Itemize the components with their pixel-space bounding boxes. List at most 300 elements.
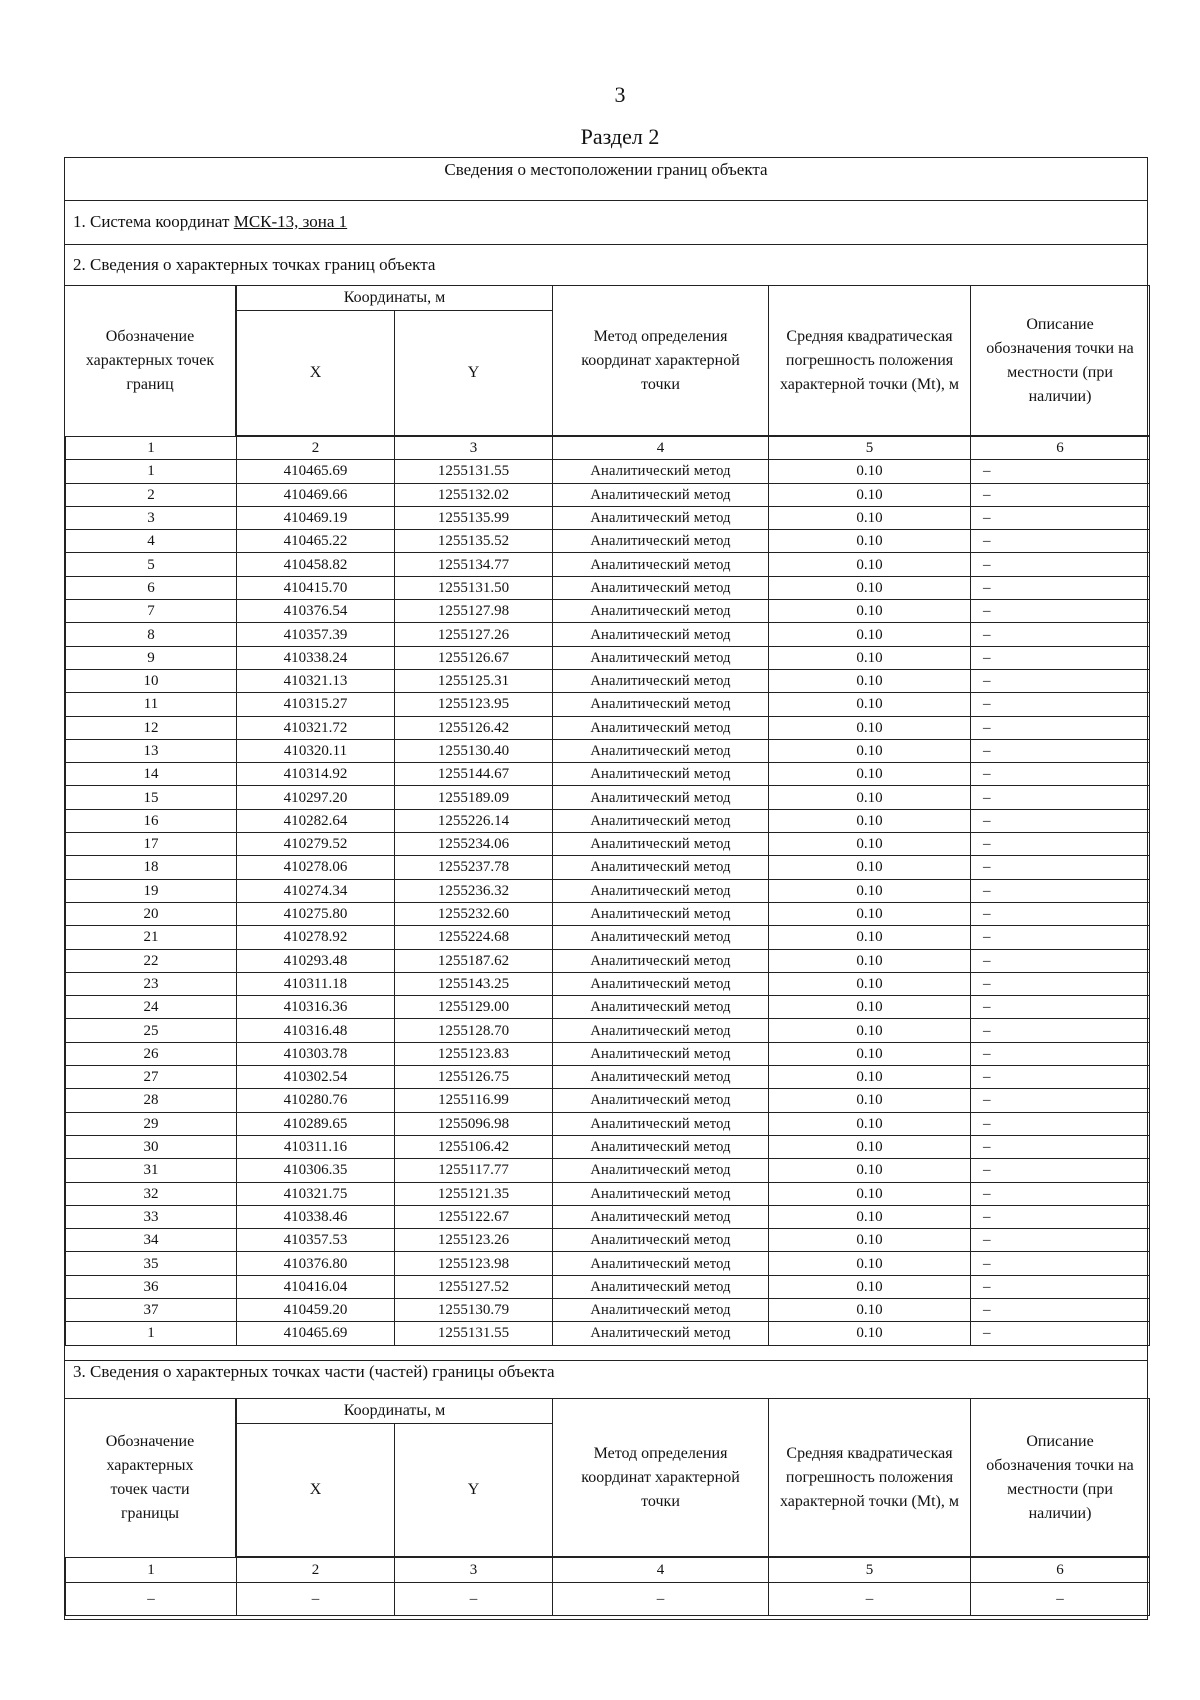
table-cell: 1255125.31 (395, 669, 553, 692)
table-cell: 6 (971, 437, 1150, 460)
table-cell: 19 (66, 879, 237, 902)
table-cell: – (971, 1019, 1150, 1042)
table-cell: – (971, 506, 1150, 529)
table-row (66, 1135, 1150, 1158)
section3-header-table (236, 1398, 1150, 1557)
section3-header-desc: Описание обозначения точки на местности (при наличии) (971, 1399, 1150, 1557)
table-cell: 410306.35 (237, 1159, 395, 1182)
section3-title: 3. Сведения о характерных точках части (частей) границы объекта (73, 1362, 555, 1381)
section2-points-table (65, 436, 1150, 1346)
table-cell: 13 (66, 739, 237, 762)
table-cell: Аналитический метод (553, 902, 769, 925)
table-cell: Аналитический метод (553, 1205, 769, 1228)
table-cell: 0.10 (769, 1182, 971, 1205)
table-cell: 1255123.98 (395, 1252, 553, 1275)
table-cell: – (971, 902, 1150, 925)
table-cell: 1255131.55 (395, 1322, 553, 1345)
table-cell: 0.10 (769, 902, 971, 925)
table-cell: 410278.06 (237, 856, 395, 879)
table-cell: Аналитический метод (553, 669, 769, 692)
table-cell: 410311.18 (237, 972, 395, 995)
table-cell: 1255130.40 (395, 739, 553, 762)
table-cell: 23 (66, 972, 237, 995)
table-cell: 410465.69 (237, 460, 395, 483)
table-row (66, 809, 1150, 832)
section3-col-numbers (66, 1558, 1150, 1583)
table-cell: 0.10 (769, 1019, 971, 1042)
table-row (66, 972, 1150, 995)
table-cell: 0.10 (769, 530, 971, 553)
table-row (66, 1019, 1150, 1042)
table-cell: Аналитический метод (553, 553, 769, 576)
table-cell: Аналитический метод (553, 1042, 769, 1065)
table-cell: 0.10 (769, 623, 971, 646)
coord-system-label: 1. Система координат (73, 212, 234, 231)
table-row (66, 786, 1150, 809)
table-row (66, 460, 1150, 483)
table-cell: 11 (66, 693, 237, 716)
table-cell: 1255131.55 (395, 460, 553, 483)
table-cell: – (971, 1583, 1150, 1616)
table-cell: 0.10 (769, 716, 971, 739)
table-cell: 10 (66, 669, 237, 692)
table-cell: Аналитический метод (553, 530, 769, 553)
table-cell: Аналитический метод (553, 483, 769, 506)
table-row (66, 996, 1150, 1019)
table-row (66, 646, 1150, 669)
table-cell: 0.10 (769, 996, 971, 1019)
table-cell: Аналитический метод (553, 460, 769, 483)
table-cell: 1255226.14 (395, 809, 553, 832)
table-cell: – (971, 879, 1150, 902)
table-cell: 36 (66, 1275, 237, 1298)
section2-col-numbers (66, 437, 1150, 460)
table-cell: 1255143.25 (395, 972, 553, 995)
table-cell: 410415.70 (237, 576, 395, 599)
table-cell: – (971, 1159, 1150, 1182)
table-cell: 5 (769, 437, 971, 460)
table-cell: 20 (66, 902, 237, 925)
table-cell: 1255126.42 (395, 716, 553, 739)
table-cell: 2 (66, 483, 237, 506)
table-row (66, 739, 1150, 762)
table-cell: 1255135.99 (395, 506, 553, 529)
table-cell: 410297.20 (237, 786, 395, 809)
table-cell: 25 (66, 1019, 237, 1042)
section3-header-point-text: Обозначение характерных точек части границы (105, 1433, 195, 1522)
table-row (66, 716, 1150, 739)
table-cell: 17 (66, 833, 237, 856)
table-row (66, 1205, 1150, 1228)
table-cell: 4 (553, 437, 769, 460)
table-cell: 1255234.06 (395, 833, 553, 856)
table-cell: 0.10 (769, 483, 971, 506)
table-cell: – (971, 926, 1150, 949)
table-cell: – (971, 1112, 1150, 1135)
table-cell: 34 (66, 1229, 237, 1252)
table-cell: 1 (66, 460, 237, 483)
table-cell: 15 (66, 786, 237, 809)
table-cell: – (971, 1135, 1150, 1158)
table-row (66, 902, 1150, 925)
table-cell: 4 (553, 1558, 769, 1583)
table-cell: 410376.80 (237, 1252, 395, 1275)
table-row (66, 926, 1150, 949)
table-cell: 0.10 (769, 1298, 971, 1321)
table-cell: 410279.52 (237, 833, 395, 856)
section2-header-point (65, 285, 236, 436)
table-cell: – (971, 553, 1150, 576)
table-cell: 1255237.78 (395, 856, 553, 879)
table-cell: Аналитический метод (553, 716, 769, 739)
table-cell: 0.10 (769, 926, 971, 949)
table-cell: 0.10 (769, 972, 971, 995)
table-row (66, 1159, 1150, 1182)
table-cell: 1255232.60 (395, 902, 553, 925)
table-cell: 1255127.26 (395, 623, 553, 646)
table-cell: 0.10 (769, 949, 971, 972)
table-cell: 410338.24 (237, 646, 395, 669)
table-cell: Аналитический метод (553, 1275, 769, 1298)
table-cell: 410469.66 (237, 483, 395, 506)
table-cell: Аналитический метод (553, 1112, 769, 1135)
table-cell: – (769, 1583, 971, 1616)
table-cell: 0.10 (769, 856, 971, 879)
table-row (66, 949, 1150, 972)
table-cell: – (971, 786, 1150, 809)
section2-title: 2. Сведения о характерных точках границ объекта (73, 255, 436, 274)
table-row (66, 1298, 1150, 1321)
table-cell: 410465.22 (237, 530, 395, 553)
table-cell: 410303.78 (237, 1042, 395, 1065)
table-cell: – (971, 669, 1150, 692)
table-cell: – (971, 809, 1150, 832)
table-cell: 1255128.70 (395, 1019, 553, 1042)
table-row (66, 1089, 1150, 1112)
table-cell: 0.10 (769, 1066, 971, 1089)
table-cell: – (971, 739, 1150, 762)
table-cell: 1255189.09 (395, 786, 553, 809)
table-cell: Аналитический метод (553, 1066, 769, 1089)
table-cell: – (971, 763, 1150, 786)
table-cell: 0.10 (769, 693, 971, 716)
table-row (66, 1042, 1150, 1065)
table-cell: Аналитический метод (553, 972, 769, 995)
table-cell: 26 (66, 1042, 237, 1065)
table-cell: – (971, 833, 1150, 856)
table-cell: – (971, 646, 1150, 669)
table-cell: 1255116.99 (395, 1089, 553, 1112)
table-cell: 1255236.32 (395, 879, 553, 902)
table-row (66, 693, 1150, 716)
table-cell: 0.10 (769, 1275, 971, 1298)
table-cell: – (971, 693, 1150, 716)
table-cell: 410357.53 (237, 1229, 395, 1252)
table-row (66, 1252, 1150, 1275)
table-cell: 1255106.42 (395, 1135, 553, 1158)
table-cell: 0.10 (769, 1229, 971, 1252)
section3-header-y: Y (395, 1424, 553, 1557)
table-cell: 410278.92 (237, 926, 395, 949)
table-cell: – (237, 1583, 395, 1616)
section-title: Раздел 2 (580, 124, 660, 149)
table-cell: 1255126.67 (395, 646, 553, 669)
table-row (66, 600, 1150, 623)
table-cell: Аналитический метод (553, 506, 769, 529)
table-cell: 410316.48 (237, 1019, 395, 1042)
table-cell: – (395, 1583, 553, 1616)
table-cell: Аналитический метод (553, 996, 769, 1019)
table-cell: Аналитический метод (553, 576, 769, 599)
section3-header-point (65, 1398, 236, 1557)
table-cell: Аналитический метод (553, 1298, 769, 1321)
table-cell: Аналитический метод (553, 1182, 769, 1205)
table-cell: 5 (769, 1558, 971, 1583)
table-cell: 0.10 (769, 1205, 971, 1228)
table-cell: 8 (66, 623, 237, 646)
table-cell: 410321.13 (237, 669, 395, 692)
table-row (66, 1275, 1150, 1298)
table-row (66, 483, 1150, 506)
table-cell: Аналитический метод (553, 646, 769, 669)
table-cell: 1255132.02 (395, 483, 553, 506)
table-cell: Аналитический метод (553, 1159, 769, 1182)
table-cell: 0.10 (769, 553, 971, 576)
table-cell: 1255130.79 (395, 1298, 553, 1321)
table-cell: 33 (66, 1205, 237, 1228)
table-cell: 0.10 (769, 763, 971, 786)
table-cell: 1255224.68 (395, 926, 553, 949)
table-cell: 410314.92 (237, 763, 395, 786)
table-cell: – (971, 1042, 1150, 1065)
table-cell: 1255126.75 (395, 1066, 553, 1089)
table-cell: – (971, 949, 1150, 972)
table-cell: 28 (66, 1089, 237, 1112)
section2-header-method: Метод определения координат характерной точки (553, 286, 769, 436)
table-cell: – (971, 623, 1150, 646)
table-cell: 0.10 (769, 1322, 971, 1345)
section3-header-method: Метод определения координат характерной точки (553, 1399, 769, 1557)
table-cell: 3 (395, 437, 553, 460)
table-cell: 3 (395, 1558, 553, 1583)
heading: Сведения о местоположении границ объекта (444, 160, 768, 179)
table-cell: 4 (66, 530, 237, 553)
table-row (66, 879, 1150, 902)
table-cell: 0.10 (769, 1042, 971, 1065)
table-row (66, 530, 1150, 553)
table-cell: 2 (237, 1558, 395, 1583)
table-cell: 0.10 (769, 669, 971, 692)
section3-header-coords: Координаты, м (237, 1399, 553, 1424)
table-cell: – (971, 1089, 1150, 1112)
table-row (66, 1182, 1150, 1205)
section3-empty-row (66, 1583, 1150, 1616)
table-cell: 0.10 (769, 506, 971, 529)
table-cell: 29 (66, 1112, 237, 1135)
table-cell: 9 (66, 646, 237, 669)
table-row (66, 623, 1150, 646)
table-cell: 410321.72 (237, 716, 395, 739)
table-cell: 30 (66, 1135, 237, 1158)
table-row (66, 553, 1150, 576)
table-cell: 410320.11 (237, 739, 395, 762)
table-cell: 410293.48 (237, 949, 395, 972)
table-cell: 12 (66, 716, 237, 739)
table-cell: – (971, 483, 1150, 506)
table-cell: 1255127.52 (395, 1275, 553, 1298)
table-cell: 18 (66, 856, 237, 879)
table-cell: 2 (237, 437, 395, 460)
table-cell: 1255123.83 (395, 1042, 553, 1065)
table-cell: Аналитический метод (553, 1019, 769, 1042)
table-cell: 0.10 (769, 576, 971, 599)
table-cell: 1255144.67 (395, 763, 553, 786)
table-cell: – (971, 530, 1150, 553)
table-cell: – (971, 996, 1150, 1019)
table-row (66, 506, 1150, 529)
table-cell: 3 (66, 506, 237, 529)
table-cell: 0.10 (769, 1089, 971, 1112)
table-cell: 6 (66, 576, 237, 599)
table-cell: 1255129.00 (395, 996, 553, 1019)
table-cell: 0.10 (769, 460, 971, 483)
table-row (66, 1229, 1150, 1252)
table-cell: Аналитический метод (553, 949, 769, 972)
section3-header-x: X (237, 1424, 395, 1557)
table-cell: 0.10 (769, 646, 971, 669)
table-cell: – (971, 1252, 1150, 1275)
section2-header-table (236, 285, 1150, 436)
table-cell: – (971, 1066, 1150, 1089)
table-cell: 410376.54 (237, 600, 395, 623)
table-cell: – (971, 1229, 1150, 1252)
table-cell: 1255127.98 (395, 600, 553, 623)
table-cell: – (66, 1583, 237, 1616)
table-cell: 410280.76 (237, 1089, 395, 1112)
table-row (66, 763, 1150, 786)
table-cell: 37 (66, 1298, 237, 1321)
table-cell: 5 (66, 553, 237, 576)
table-cell: 21 (66, 926, 237, 949)
table-cell: – (971, 1275, 1150, 1298)
table-cell: 410311.16 (237, 1135, 395, 1158)
table-cell: 410275.80 (237, 902, 395, 925)
table-cell: 14 (66, 763, 237, 786)
table-cell: 1 (66, 437, 237, 460)
table-cell: 1255123.26 (395, 1229, 553, 1252)
table-cell: 410302.54 (237, 1066, 395, 1089)
table-cell: 0.10 (769, 1159, 971, 1182)
table-cell: 0.10 (769, 739, 971, 762)
table-cell: 1255096.98 (395, 1112, 553, 1135)
table-cell: – (971, 1298, 1150, 1321)
table-cell: Аналитический метод (553, 693, 769, 716)
table-cell: 410289.65 (237, 1112, 395, 1135)
table-cell: 24 (66, 996, 237, 1019)
table-row (66, 576, 1150, 599)
table-cell: – (971, 460, 1150, 483)
table-cell: 0.10 (769, 1112, 971, 1135)
table-cell: 16 (66, 809, 237, 832)
table-cell: 410282.64 (237, 809, 395, 832)
table-cell: – (971, 716, 1150, 739)
table-cell: 0.10 (769, 879, 971, 902)
table-cell: 27 (66, 1066, 237, 1089)
table-cell: Аналитический метод (553, 926, 769, 949)
table-cell: 410321.75 (237, 1182, 395, 1205)
table-cell: Аналитический метод (553, 600, 769, 623)
table-cell: 22 (66, 949, 237, 972)
table-cell: 410459.20 (237, 1298, 395, 1321)
section2-header-x: X (237, 311, 395, 436)
table-row (66, 833, 1150, 856)
table-cell: – (971, 856, 1150, 879)
table-cell: 1255117.77 (395, 1159, 553, 1182)
table-cell: 410338.46 (237, 1205, 395, 1228)
table-cell: 1255123.95 (395, 693, 553, 716)
table-cell: Аналитический метод (553, 763, 769, 786)
table-cell: 1255134.77 (395, 553, 553, 576)
table-row (66, 856, 1150, 879)
table-cell: 1255131.50 (395, 576, 553, 599)
section2-header-y: Y (395, 311, 553, 436)
table-cell: Аналитический метод (553, 1089, 769, 1112)
table-cell: – (971, 1182, 1150, 1205)
table-cell: 7 (66, 600, 237, 623)
table-cell: – (971, 576, 1150, 599)
section2-header-error: Средняя квадратическая погрешность положения характерной точки (Mt), м (769, 286, 971, 436)
document-frame (64, 157, 1148, 1620)
section2-header-point-text: Обозначение характерных точек границ (85, 327, 215, 393)
table-cell: – (971, 1205, 1150, 1228)
table-cell: 35 (66, 1252, 237, 1275)
table-cell: 0.10 (769, 809, 971, 832)
table-cell: 1255121.35 (395, 1182, 553, 1205)
section3-header-error: Средняя квадратическая погрешность положения характерной точки (Mt), м (769, 1399, 971, 1557)
table-cell: 32 (66, 1182, 237, 1205)
coord-system-value: МСК-13, зона 1 (233, 212, 348, 231)
table-cell: Аналитический метод (553, 1135, 769, 1158)
table-cell: Аналитический метод (553, 739, 769, 762)
table-cell: Аналитический метод (553, 1252, 769, 1275)
table-cell: 410458.82 (237, 553, 395, 576)
table-cell: 410469.19 (237, 506, 395, 529)
page-number: 3 (614, 82, 626, 107)
table-cell: 0.10 (769, 600, 971, 623)
table-cell: 6 (971, 1558, 1150, 1583)
table-cell: 410357.39 (237, 623, 395, 646)
table-cell: Аналитический метод (553, 1322, 769, 1345)
table-cell: Аналитический метод (553, 786, 769, 809)
table-cell: 0.10 (769, 1252, 971, 1275)
table-row (66, 669, 1150, 692)
table-cell: Аналитический метод (553, 623, 769, 646)
table-cell: 1255187.62 (395, 949, 553, 972)
table-cell: – (971, 1322, 1150, 1345)
table-cell: Аналитический метод (553, 856, 769, 879)
table-cell: 31 (66, 1159, 237, 1182)
table-row (66, 1066, 1150, 1089)
table-cell: 410274.34 (237, 879, 395, 902)
section2-header-coords: Координаты, м (237, 286, 553, 311)
section2-header-desc: Описание обозначения точки на местности (при наличии) (971, 286, 1150, 436)
table-cell: 410465.69 (237, 1322, 395, 1345)
table-cell: 410316.36 (237, 996, 395, 1019)
table-cell: Аналитический метод (553, 809, 769, 832)
table-row (66, 1322, 1150, 1345)
table-cell: 410416.04 (237, 1275, 395, 1298)
table-cell: Аналитический метод (553, 879, 769, 902)
